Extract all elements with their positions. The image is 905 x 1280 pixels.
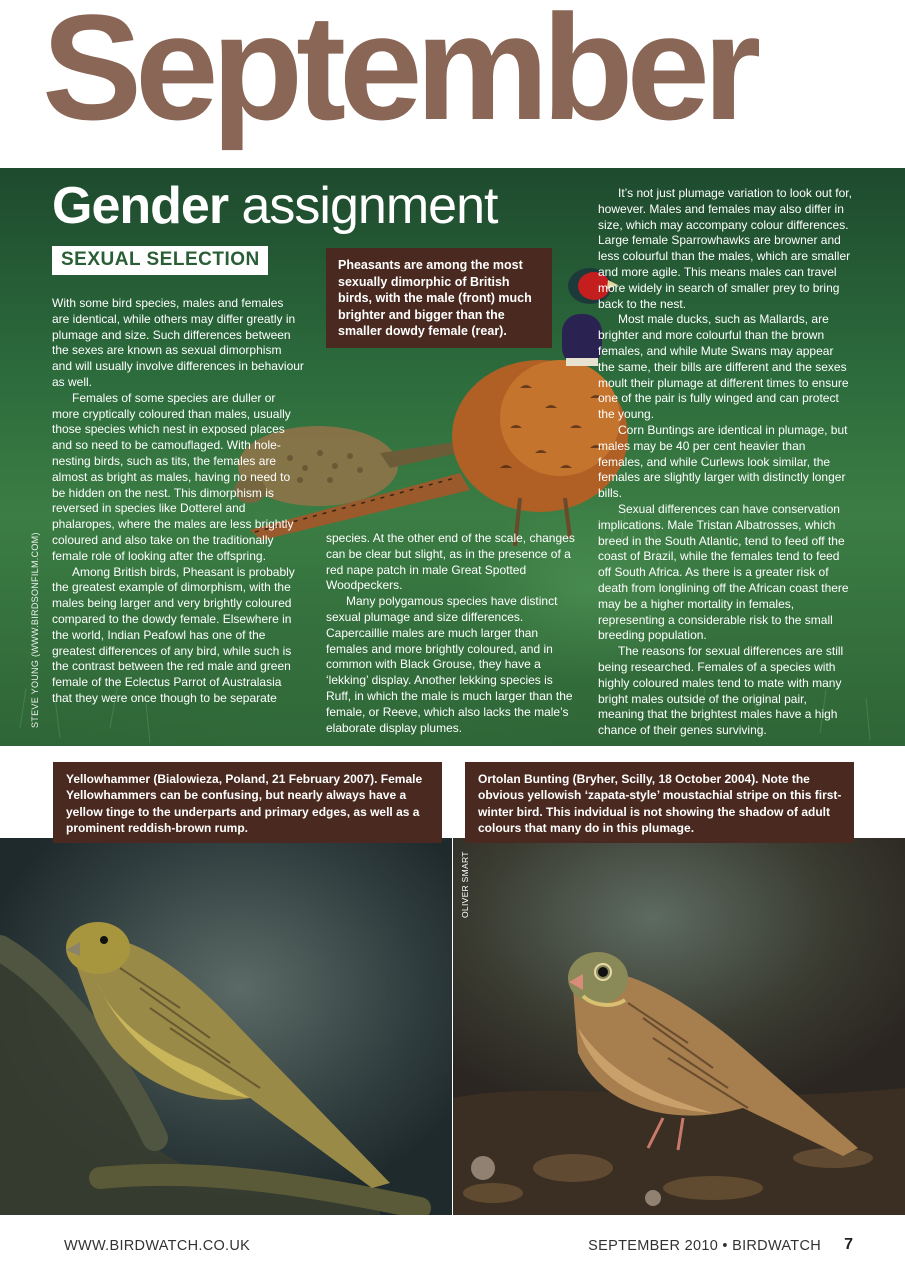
hero-section <box>0 168 905 746</box>
article-column-middle <box>326 531 581 736</box>
paragraph: Many polygamous species have distinct sexual plumage and size differences. Capercaillie males are much larger than females and more brightly coloured, and in common with Black Grouse, they have a ‘lekking’ display. Another lekking species is Ruff, in which the male is much larger than the female, or Reeve, which also lacks the male’s elaborate display plumes. <box>326 594 573 735</box>
ortolan-bunting-caption: Ortolan Bunting (Bryher, Scilly, 18 October 2004). Note the obvious yellowish ‘zapata-style’ moustachial stripe on this first-winter bird. This indvidual is not showing the shadow of adult colours that many do in this plumage. <box>465 762 854 843</box>
photo-credit-bottom: OLIVER SMART <box>460 851 470 918</box>
footer-issue: SEPTEMBER 2010 • BIRDWATCH <box>588 1238 821 1254</box>
paragraph: Among British birds, Pheasant is probably the greatest example of dimorphism, with the males being larger and very brightly coloured compared to the dowdy female. Elsewhere in the world, Indian Peafowl has one of the greatest differences of any bird, while such is the contrast between the red male and green female of the Eclectus Parrot of Australasia that they were once though to be separate <box>52 564 295 705</box>
article-column-right <box>598 186 853 739</box>
paragraph: With some bird species, males and females are identical, while others may differ greatly in plumage and size. Such differences between the sexes are known as sexual dimorphism and will usually involve differences in behaviour as well. <box>52 296 304 389</box>
article-column-left <box>52 296 304 707</box>
section-tag: SEXUAL SELECTION <box>52 246 268 275</box>
paragraph: Corn Buntings are identical in plumage, but males may be 40 per cent heavier than females, and while Curlews look similar, the females are slightly larger with distinctly longer bills. <box>598 422 848 501</box>
article-title <box>52 177 498 235</box>
paragraph: Most male ducks, such as Mallards, are brighter and more colourful than the brown females, and while Mute Swans may appear the same, their bills are different and the sexes moult their plumage at different times to ensure one of the pair is fully winged and can protect the young. <box>598 312 849 422</box>
ortolan-illustration <box>453 838 905 1215</box>
footer-url: WWW.BIRDWATCH.CO.UK <box>64 1238 251 1254</box>
page-title: September <box>42 0 755 151</box>
paragraph: Females of some species are duller or more cryptically coloured than males, usually those species which nest in exposed places and so need to be camouflaged. With hole-nesting birds, such as tits, the females are almost as bright as males, having no need to be hidden on the nest. This dimorphism is reversed in species like Dotterel and phalaropes, where the males are less brightly coloured and also take on the traditionally female role of looking after the offspring. <box>52 390 294 563</box>
paragraph: species. At the other end of the scale, changes can be clear but slight, as in the presence of a red nape patch in male Great Spotted Woodpeckers. <box>326 531 575 593</box>
photo-credit-top: STEVE YOUNG (WWW.BIRDSONFILM.COM) <box>30 532 40 728</box>
ortolan-bunting-photo <box>453 838 905 1215</box>
article-title-light: assignment <box>241 177 498 235</box>
page-number: 7 <box>844 1236 853 1253</box>
article-title-bold: Gender <box>52 177 229 235</box>
paragraph: The reasons for sexual differences are still being researched. Females of a species with highly coloured males tend to mate with many bright males outside of the original pair, meaning that the brightest males have a high chance of their genes surviving. <box>598 644 844 738</box>
paragraph: Sexual differences can have conservation implications. Male Tristan Albatrosses, which breed in the South Atlantic, tend to feed off the coast of Brazil, while the females tend to feed off South Africa. As there is a greater risk of death from longlining off the African coast there may be a higher mortality in females, representing a considerable risk to the small breeding population. <box>598 501 849 643</box>
paragraph: It’s not just plumage variation to look out for, however. Males and females may also differ in size, which may accompany colour differences. Large female Sparrowhawks are browner and less colourful than the males, which are smaller and more agile. This means males can travel more widely in search of smaller prey to bring back to the nest. <box>598 186 852 311</box>
pheasant-caption: Pheasants are among the most sexually dimorphic of British birds, with the male (front) much brighter and bigger than the smaller dowdy female (rear). <box>326 248 552 348</box>
yellowhammer-caption: Yellowhammer (Bialowieza, Poland, 21 February 2007). Female Yellowhammers can be confusing, but nearly always have a yellow tinge to the underparts and primary edges, as well as a prominent reddish-brown rump. <box>53 762 442 843</box>
yellowhammer-photo <box>0 838 452 1215</box>
yellowhammer-illustration <box>0 838 452 1215</box>
